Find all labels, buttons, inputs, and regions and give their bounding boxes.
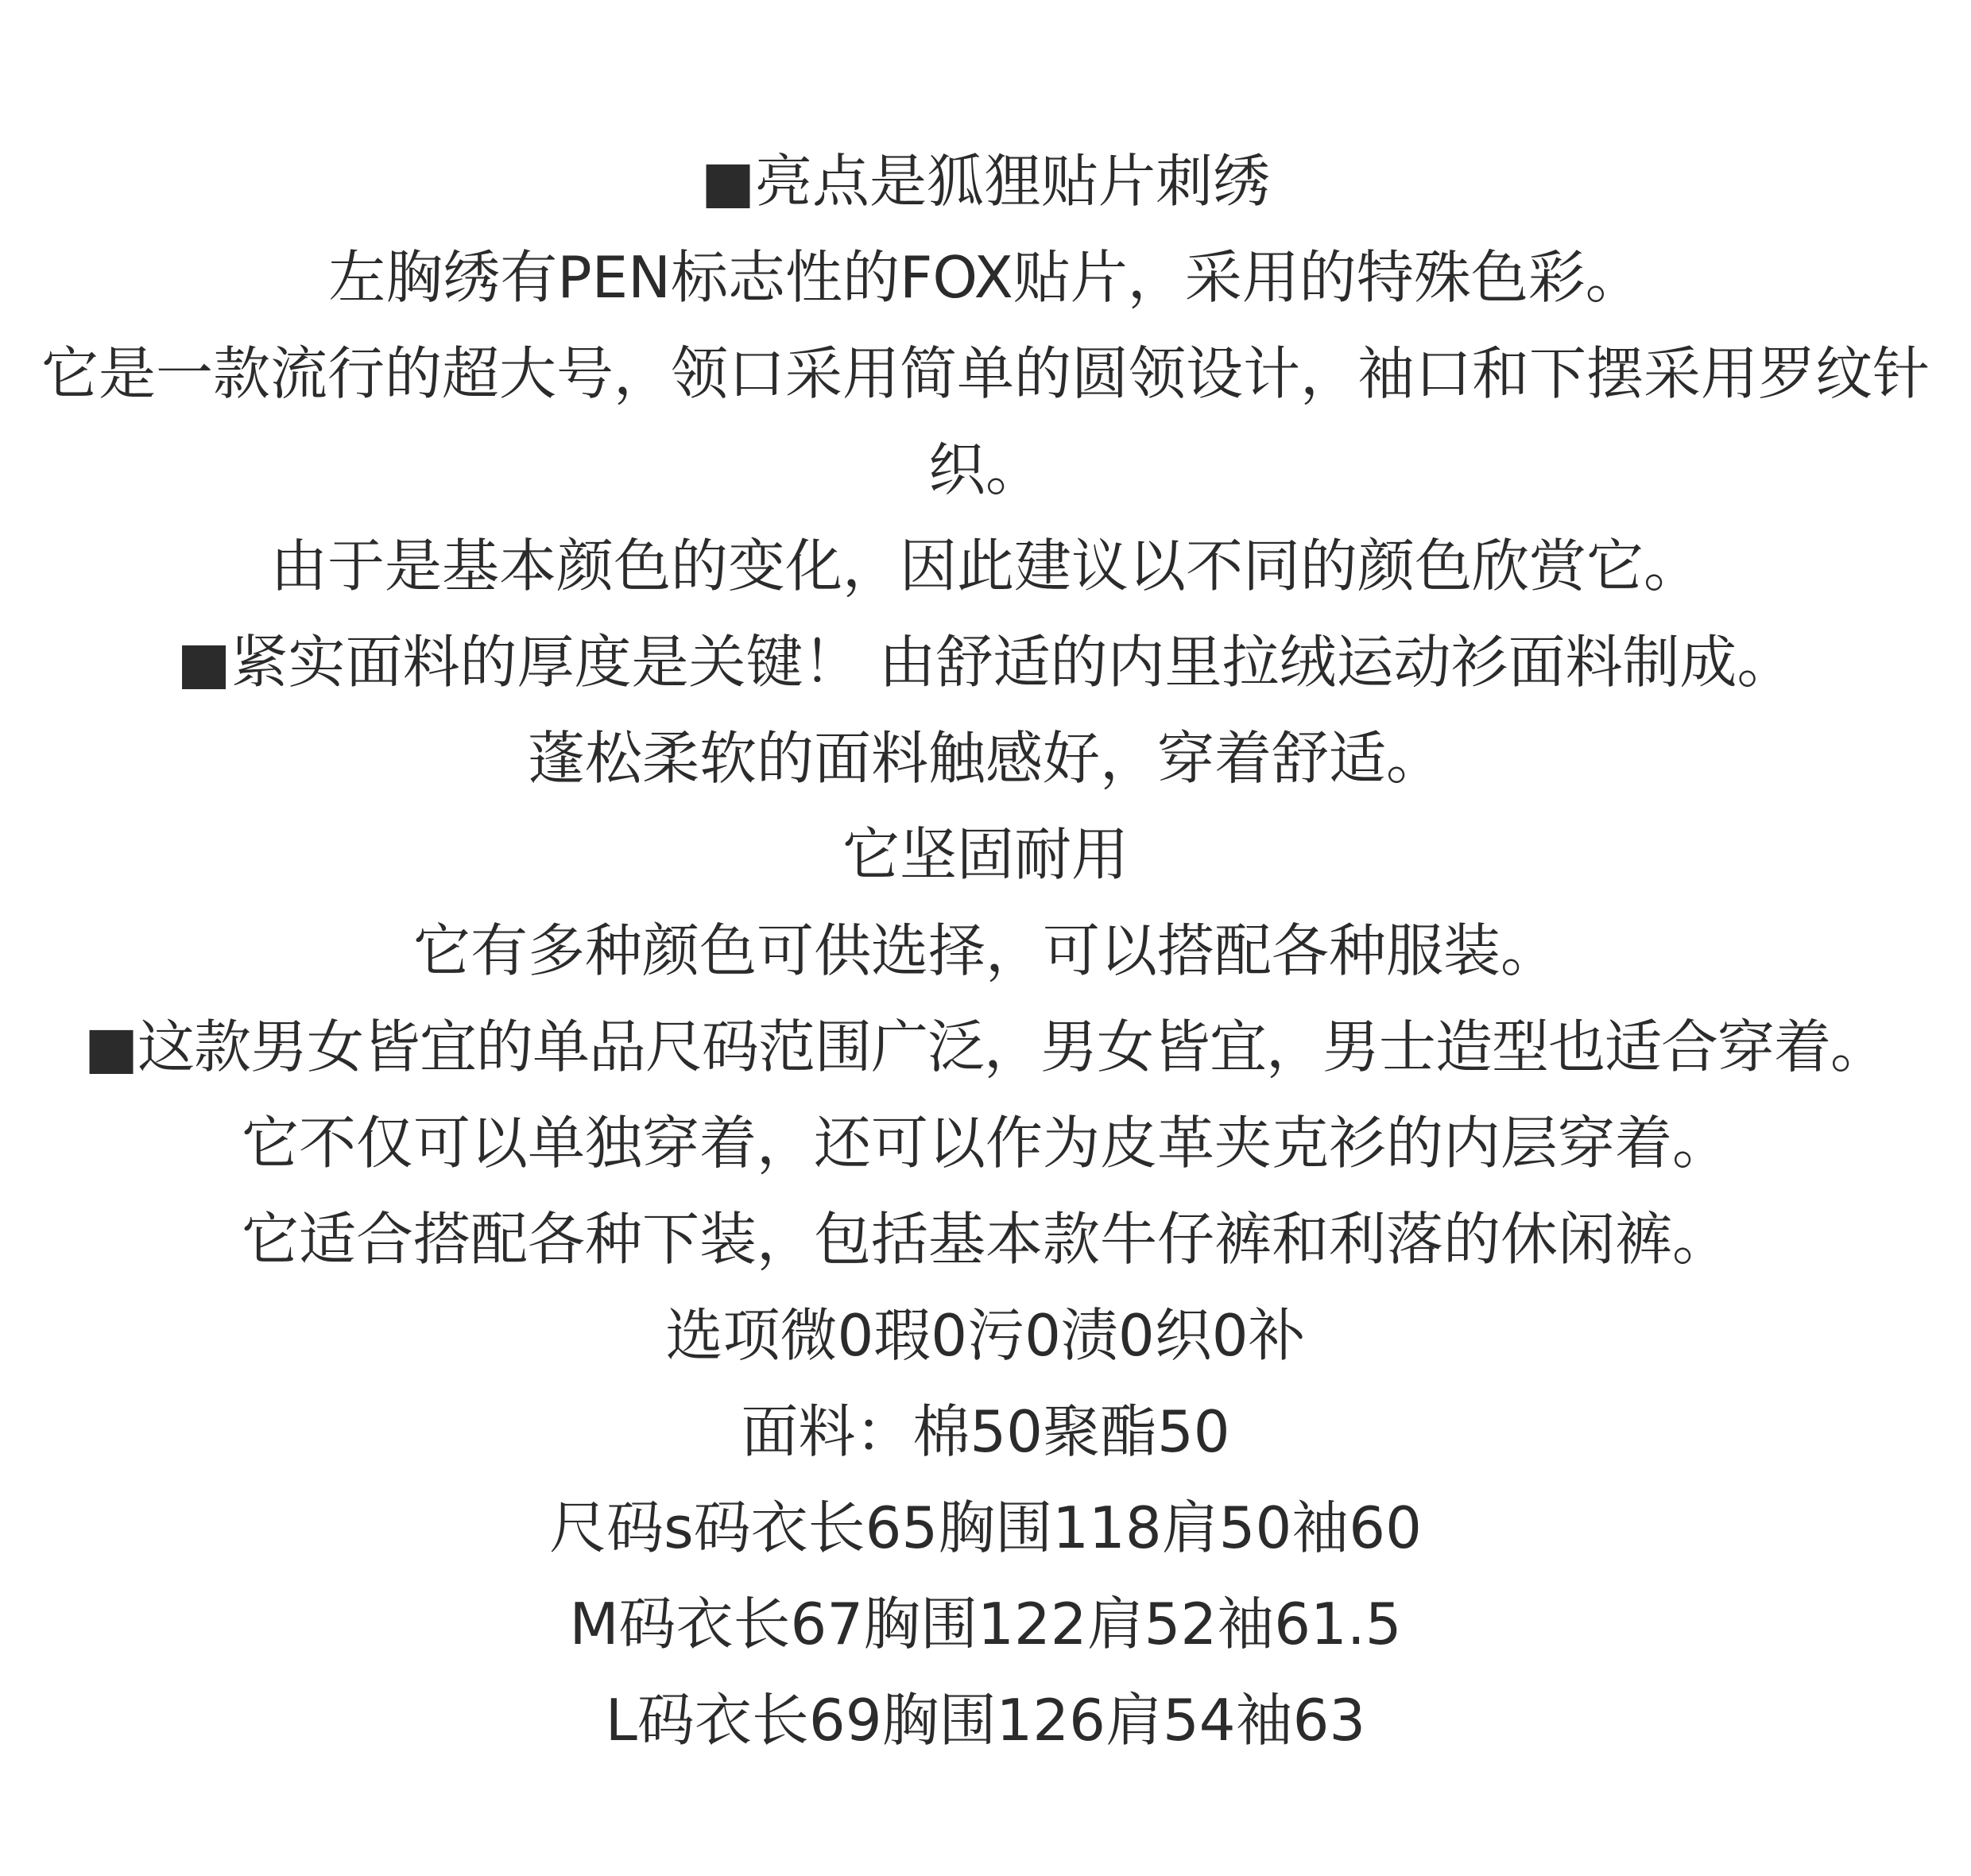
unisex-heading: ■这款男女皆宜的单品尺码范围广泛，男女皆宜，男士造型也适合穿着。 [83, 1014, 1888, 1080]
fabric-heading: ■紧实面料的厚度是关键！ 由舒适的内里拉绒运动衫面料制成。 [176, 629, 1795, 696]
condition-options: 选项微0瑕0污0渍0织0补 [665, 1302, 1306, 1369]
durability-text: 它坚固耐用 [842, 821, 1129, 888]
size-s-measurements: 尺码s码衣长65胸围118肩50袖60 [549, 1494, 1422, 1561]
fabric-feel-text: 蓬松柔软的面料触感好，穿着舒适。 [527, 725, 1443, 792]
size-m-measurements: M码衣长67胸围122肩52袖61.5 [569, 1591, 1402, 1657]
chest-patch-text: 左胸绣有PEN标志性的FOX贴片，采用的特殊色彩。 [328, 244, 1643, 311]
colors-available-text: 它有多种颜色可供选择，可以搭配各种服装。 [412, 917, 1558, 984]
color-variation-text: 由于是基本颜色的变化，因此建议以不同的颜色欣赏它。 [269, 533, 1701, 599]
size-l-measurements: L码衣长69胸围126肩54袖63 [605, 1687, 1366, 1754]
oversize-description: 它是一款流行的超大号，领口采用简单的圆领设计，袖口和下摆采用罗纹针织。 [41, 340, 1930, 503]
fabric-composition: 面料：棉50聚酯50 [741, 1398, 1230, 1465]
layering-text: 它不仅可以单独穿着，还可以作为皮革夹克衫的内层穿着。 [241, 1110, 1729, 1176]
bottoms-pairing-text: 它适合搭配各种下装，包括基本款牛仔裤和利落的休闲裤。 [241, 1206, 1729, 1273]
product-description [0, 134, 1971, 1769]
highlight-heading: ■亮点是狐狸贴片刺绣 [700, 148, 1271, 215]
